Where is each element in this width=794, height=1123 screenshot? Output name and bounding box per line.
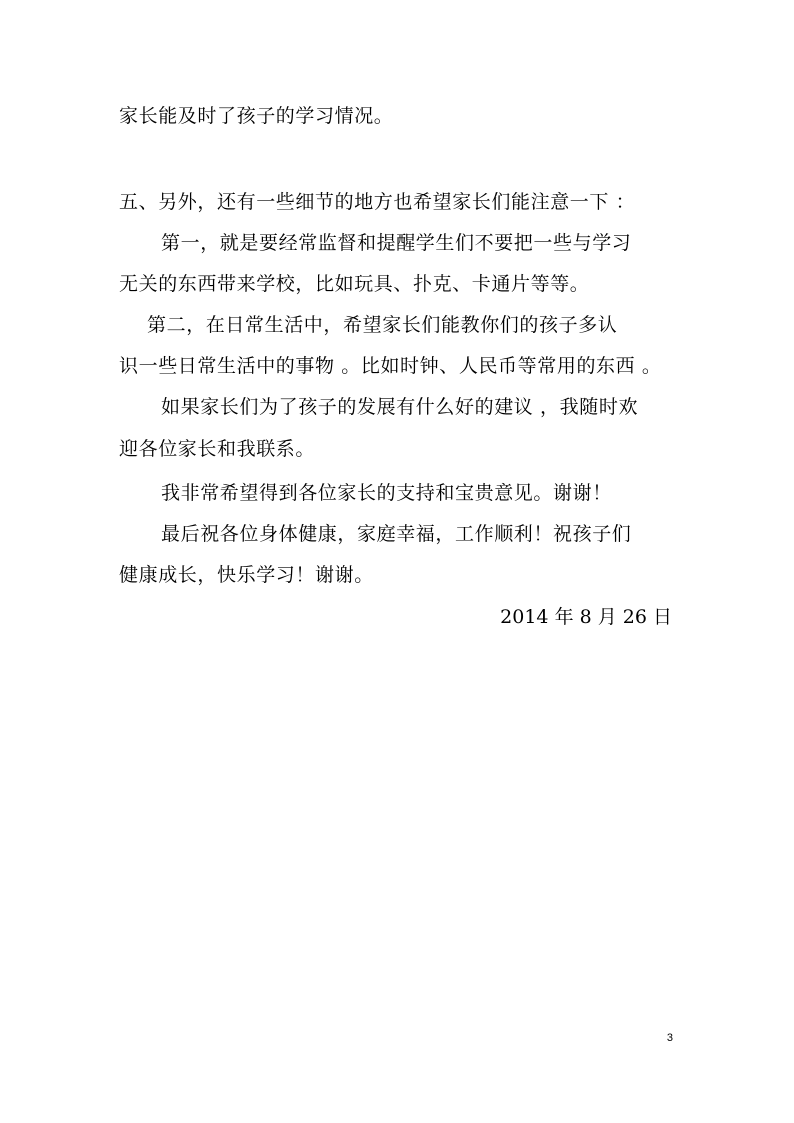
document-date: 2014 年 8 月 26 日: [500, 606, 672, 628]
paragraph-line: 第一，就是要经常监督和提醒学生们不要把一些与学习: [161, 232, 632, 254]
paragraph-line: 识一些日常生活中的事物 。比如时钟、人民币等常用的东西 。: [119, 355, 662, 377]
paragraph-line: 迎各位家长和我联系。: [119, 438, 316, 460]
paragraph-line: 最后祝各位身体健康，家庭幸福，工作顺利！祝孩子们: [161, 523, 632, 545]
paragraph-line: 我非常希望得到各位家长的支持和宝贵意见。谢谢！: [161, 482, 612, 504]
paragraph-line: 如果家长们为了孩子的发展有什么好的建议 ，我随时欢: [161, 396, 639, 418]
paragraph-line: 家长能及时了孩子的学习情况。: [119, 105, 394, 127]
page-number: 3: [666, 1032, 673, 1044]
paragraph-line: 第二，在日常生活中，希望家长们能教你们的孩子多认: [147, 314, 618, 336]
paragraph-line: 无关的东西带来学校，比如玩具、扑克、卡通片等等。: [119, 273, 590, 295]
section-heading-five: 五、另外，还有一些细节的地方也希望家长们能注意一下 ：: [119, 191, 636, 213]
paragraph-line: 健康成长，快乐学习！谢谢。: [119, 564, 374, 586]
